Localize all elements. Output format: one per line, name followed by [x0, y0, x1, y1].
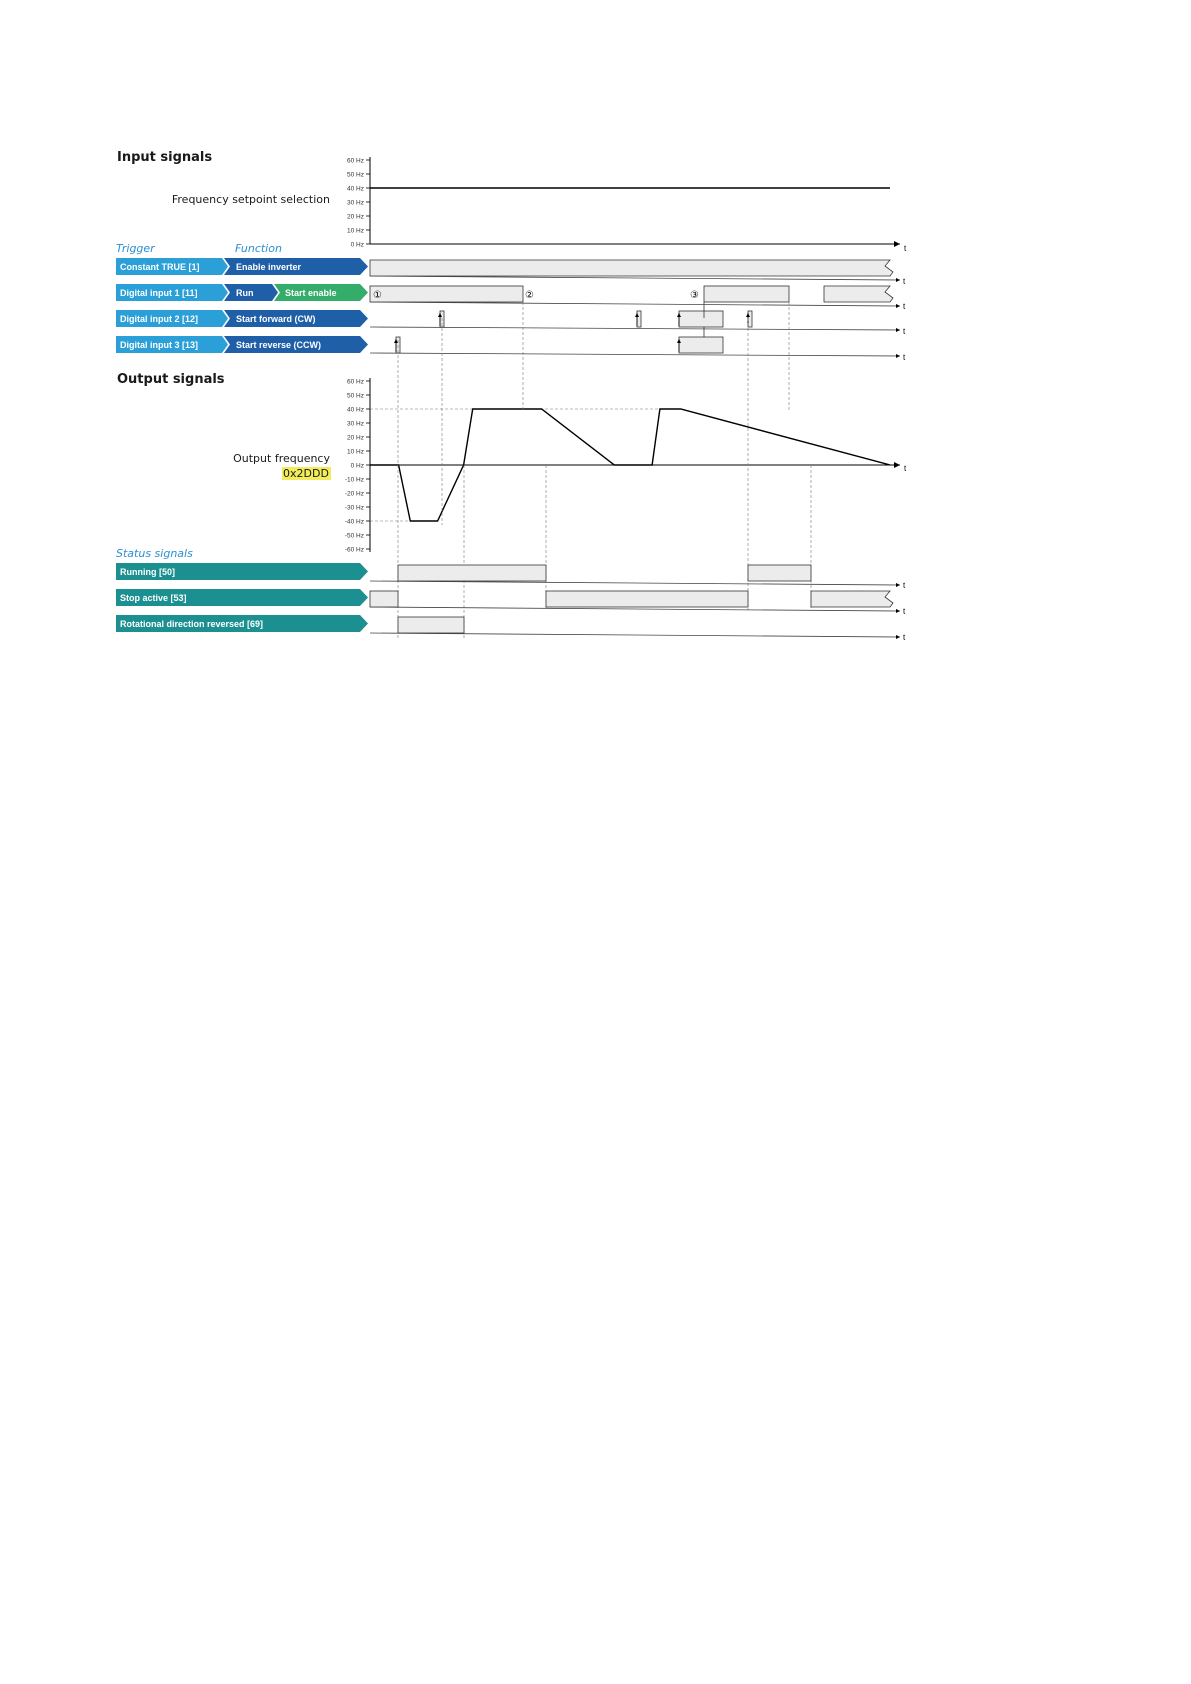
input-signals-title: Input signals [117, 150, 213, 165]
running-t: t [903, 581, 906, 590]
output-param: 0x2DDD [283, 467, 329, 480]
di1-pulse-3 [824, 286, 893, 302]
setpoint-ticks [347, 157, 370, 248]
function2-label-1: Start enable [285, 288, 337, 298]
output-tick-label: 30 Hz [347, 420, 364, 428]
status-row-0 [116, 563, 368, 580]
output-tick-label: -10 Hz [344, 476, 364, 484]
di3-pulse-2 [679, 337, 723, 353]
running-pulse-2 [748, 565, 811, 581]
reversed-pulse [398, 617, 464, 633]
trigger-label-2: Digital input 2 [12] [120, 314, 199, 324]
function-header: Function [235, 242, 282, 255]
reversed-t: t [903, 633, 906, 642]
stop-pulse-1 [370, 591, 398, 607]
status-label-1: Stop active [53] [120, 593, 187, 603]
setpoint-tick-label: 10 Hz [347, 227, 364, 235]
stop-active-t: t [903, 607, 906, 616]
marker-3: ③ [690, 290, 699, 301]
stop-pulse-2 [546, 591, 748, 607]
output-tick-label: 10 Hz [347, 448, 364, 456]
function-label-2: Start forward (CW) [236, 314, 316, 324]
trigger-label-0: Constant TRUE [1] [120, 262, 200, 272]
setpoint-tick-label: 20 Hz [347, 213, 364, 221]
output-tick-label: 60 Hz [347, 378, 364, 386]
lane-2-t: t [903, 327, 906, 336]
status-label-0: Running [50] [120, 567, 175, 577]
output-tick-label: -60 Hz [344, 546, 364, 554]
input-row-2 [116, 310, 368, 327]
running-pulse-1 [398, 565, 546, 581]
di2-pulse-4 [748, 311, 752, 327]
status-header: Status signals [116, 547, 193, 560]
event-lines [398, 302, 811, 640]
output-tick-label: -50 Hz [344, 532, 364, 540]
trigger-label-1: Digital input 1 [11] [120, 288, 198, 298]
lane-1-t: t [903, 302, 906, 311]
lane-3-t: t [903, 353, 906, 362]
setpoint-tick-label: 50 Hz [347, 171, 364, 179]
stop-active-axis [370, 607, 900, 611]
di2-pulse-3 [679, 311, 723, 327]
di1-pulse-1 [370, 286, 523, 302]
output-frequency-label: Output frequency [233, 452, 330, 465]
status-row-2 [116, 615, 368, 632]
lane-3-axis [370, 353, 900, 356]
di1-pulse-2 [704, 286, 789, 302]
input-row-1 [116, 284, 368, 301]
setpoint-label: Frequency setpoint selection [171, 193, 330, 206]
output-tick-label: -30 Hz [344, 504, 364, 512]
function-label-3: Start reverse (CCW) [236, 340, 322, 350]
input-row-3 [116, 336, 368, 353]
lane-0-axis [370, 276, 900, 280]
setpoint-tick-label: 60 Hz [347, 157, 364, 165]
lane-0-t: t [903, 277, 906, 286]
output-tick-label: 50 Hz [347, 392, 364, 400]
enable-inverter-pulse [370, 260, 893, 276]
function-label-1: Run [236, 288, 254, 298]
trigger-label-3: Digital input 3 [13] [120, 340, 199, 350]
output-tick-label: 40 Hz [347, 406, 364, 414]
lane-2-axis [370, 327, 900, 330]
status-row-1 [116, 589, 368, 606]
output-signals-title: Output signals [117, 372, 225, 387]
setpoint-tick-label: 40 Hz [347, 185, 364, 193]
stop-pulse-3 [811, 591, 893, 607]
marker-1: ① [373, 290, 382, 301]
reversed-axis [370, 633, 900, 637]
trigger-header: Trigger [116, 242, 155, 255]
output-tick-label: 20 Hz [347, 434, 364, 442]
function-label-0: Enable inverter [236, 262, 302, 272]
output-ticks [345, 378, 370, 553]
output-t-label: t [904, 464, 907, 473]
status-label-2: Rotational direction reversed [69] [120, 619, 264, 629]
marker-2: ② [525, 290, 534, 301]
setpoint-tick-label: 0 Hz [350, 241, 364, 249]
setpoint-t-label: t [904, 244, 907, 253]
di2-pulse-2 [637, 311, 641, 327]
output-tick-label: -40 Hz [344, 518, 364, 526]
output-tick-label: 0 Hz [350, 462, 364, 470]
setpoint-tick-label: 30 Hz [347, 199, 364, 207]
input-row-0 [116, 258, 368, 275]
lane-1-axis [370, 302, 900, 306]
running-axis [370, 581, 900, 585]
output-tick-label: -20 Hz [344, 490, 364, 498]
